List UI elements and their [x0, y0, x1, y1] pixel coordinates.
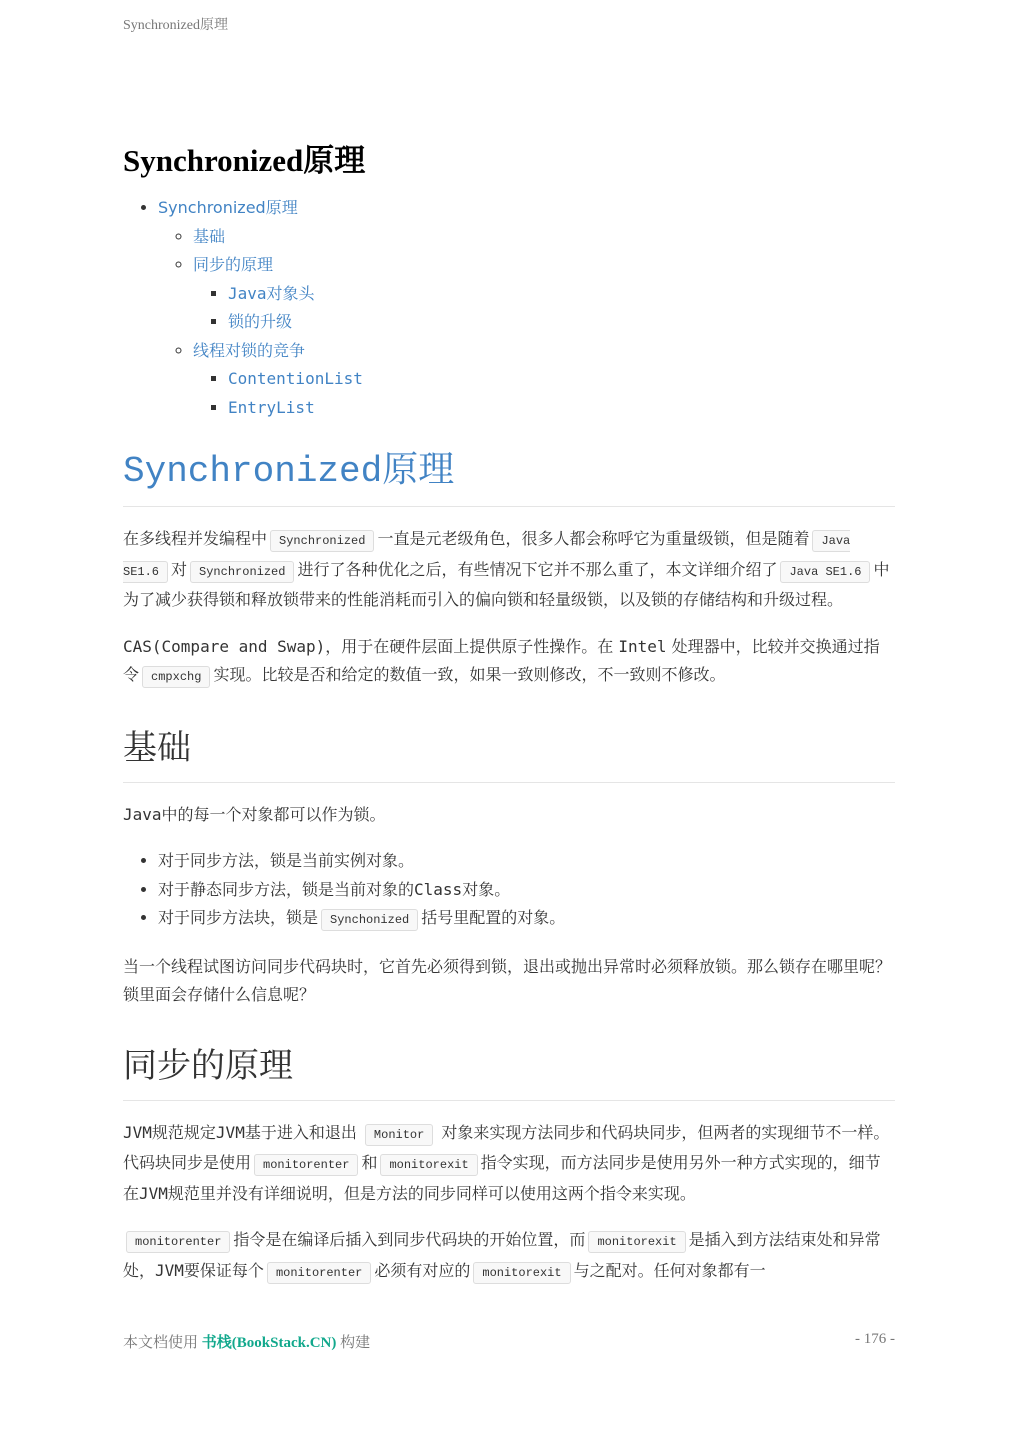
list-item: • 对于同步方法块，锁是 Synchonized 括号里配置的对象。: [158, 904, 895, 935]
inline-code: monitorenter: [126, 1231, 230, 1253]
toc-item: [228, 365, 895, 394]
footer-prefix: 本文档使用: [123, 1335, 202, 1351]
table-of-contents: [123, 194, 895, 422]
inline-code: monitorenter: [267, 1262, 371, 1284]
inline-code: Synchronized: [270, 530, 374, 552]
toc-item: [228, 280, 895, 309]
toc-link-java-header[interactable]: Java对象头: [228, 283, 315, 303]
inline-code: monitorenter: [254, 1154, 358, 1176]
section-heading-synchronized: Synchronized原理: [123, 450, 895, 507]
inline-code: Java SE1.6: [123, 530, 850, 583]
toc-item: [193, 337, 895, 423]
footer-suffix: 构建: [336, 1335, 371, 1351]
toc-link-sync-principle[interactable]: 同步的原理: [193, 255, 274, 274]
running-footer: [123, 1331, 895, 1352]
toc-item: [228, 308, 895, 337]
paragraph-intro: 在多线程并发编程中 Synchronized 一直是元老级角色，很多人都会称呼它为重量级锁，但是随着 Java SE1.6 对 Synchronized 进行了各种优化之后，有些情况下它并不那么重了，本文详细介绍了 Java SE1.6 中为了减少获得锁和释放锁带来的性能消耗而引入的偏向锁和轻量级锁，以及锁的存储结构和升级过程。: [123, 529, 890, 609]
list-item: • 对于静态同步方法，锁是当前对象的Class对象。: [158, 876, 895, 905]
paragraph-monitorenter: monitorenter 指令是在编译后插入到同步代码块的开始位置，而 monitorexit 是插入到方法结束处和异常处，JVM要保证每个 monitorenter 必须有对应的 monitorexit 与之配对。任何对象都有一: [123, 1226, 895, 1287]
toc-item: [193, 223, 895, 252]
toc-link-root[interactable]: Synchronized原理: [158, 198, 298, 217]
inline-code: Synchronized: [190, 561, 294, 583]
inline-code: cmpxchg: [142, 666, 210, 688]
paragraph-jvm-monitor: JVM规范规定JVM基于进入和退出 Monitor 对象来实现方法同步和代码块同步，但两者的实现细节不一样。代码块同步是使用 monitorenter 和 monitorexit 指令实现，而方法同步是使用另外一种方式实现的，细节在JVM规范里并没有详细说明，但是方法的同步同样可以使用这两个指令来实现。: [123, 1122, 890, 1203]
document-body: [123, 138, 895, 1287]
inline-code: Java SE1.6: [780, 561, 870, 583]
bookstack-link[interactable]: 书栈(BookStack.CN): [201, 1335, 337, 1351]
inline-code: monitorexit: [473, 1262, 570, 1284]
toc-link-basics[interactable]: 基础: [193, 226, 226, 246]
page-number: - 176 -: [855, 1331, 895, 1347]
toc-link-entry-list[interactable]: EntryList: [228, 397, 315, 417]
paragraph-lock-question: 当一个线程试图访问同步代码块时，它首先必须得到锁，退出或抛出异常时必须释放锁。那么锁存在哪里呢？锁里面会存储什么信息呢？: [123, 956, 892, 1004]
toc-item: [158, 194, 895, 422]
paragraph-basics-intro: Java中的每一个对象都可以作为锁。: [123, 804, 386, 824]
inline-code: Synchonized: [321, 909, 418, 931]
list-item: • 对于同步方法，锁是当前实例对象。: [158, 847, 895, 876]
toc-link-lock-upgrade[interactable]: 锁的升级: [228, 312, 293, 331]
section-heading-basics: 基础: [123, 726, 895, 783]
inline-code: monitorexit: [588, 1231, 685, 1253]
toc-item: [193, 251, 895, 337]
inline-code: monitorexit: [380, 1154, 477, 1176]
running-header: Synchronized原理: [123, 18, 228, 33]
paragraph-cas: CAS(Compare and Swap)，用于在硬件层面上提供原子性操作。在 Intel 处理器中，比较并交换通过指令 cmpxchg 实现。比较是否和给定的数值一致，如果一致则修改，不一致则不修改。: [123, 633, 895, 692]
toc-link-competition[interactable]: 线程对锁的竞争: [193, 340, 306, 360]
document-title: Synchronized原理: [123, 143, 366, 178]
lock-object-list: [123, 847, 895, 935]
section-heading-sync-principle: 同步的原理: [123, 1044, 895, 1101]
toc-item: [228, 394, 895, 423]
toc-link-contention-list[interactable]: ContentionList: [228, 369, 363, 388]
inline-code: Monitor: [365, 1124, 433, 1146]
